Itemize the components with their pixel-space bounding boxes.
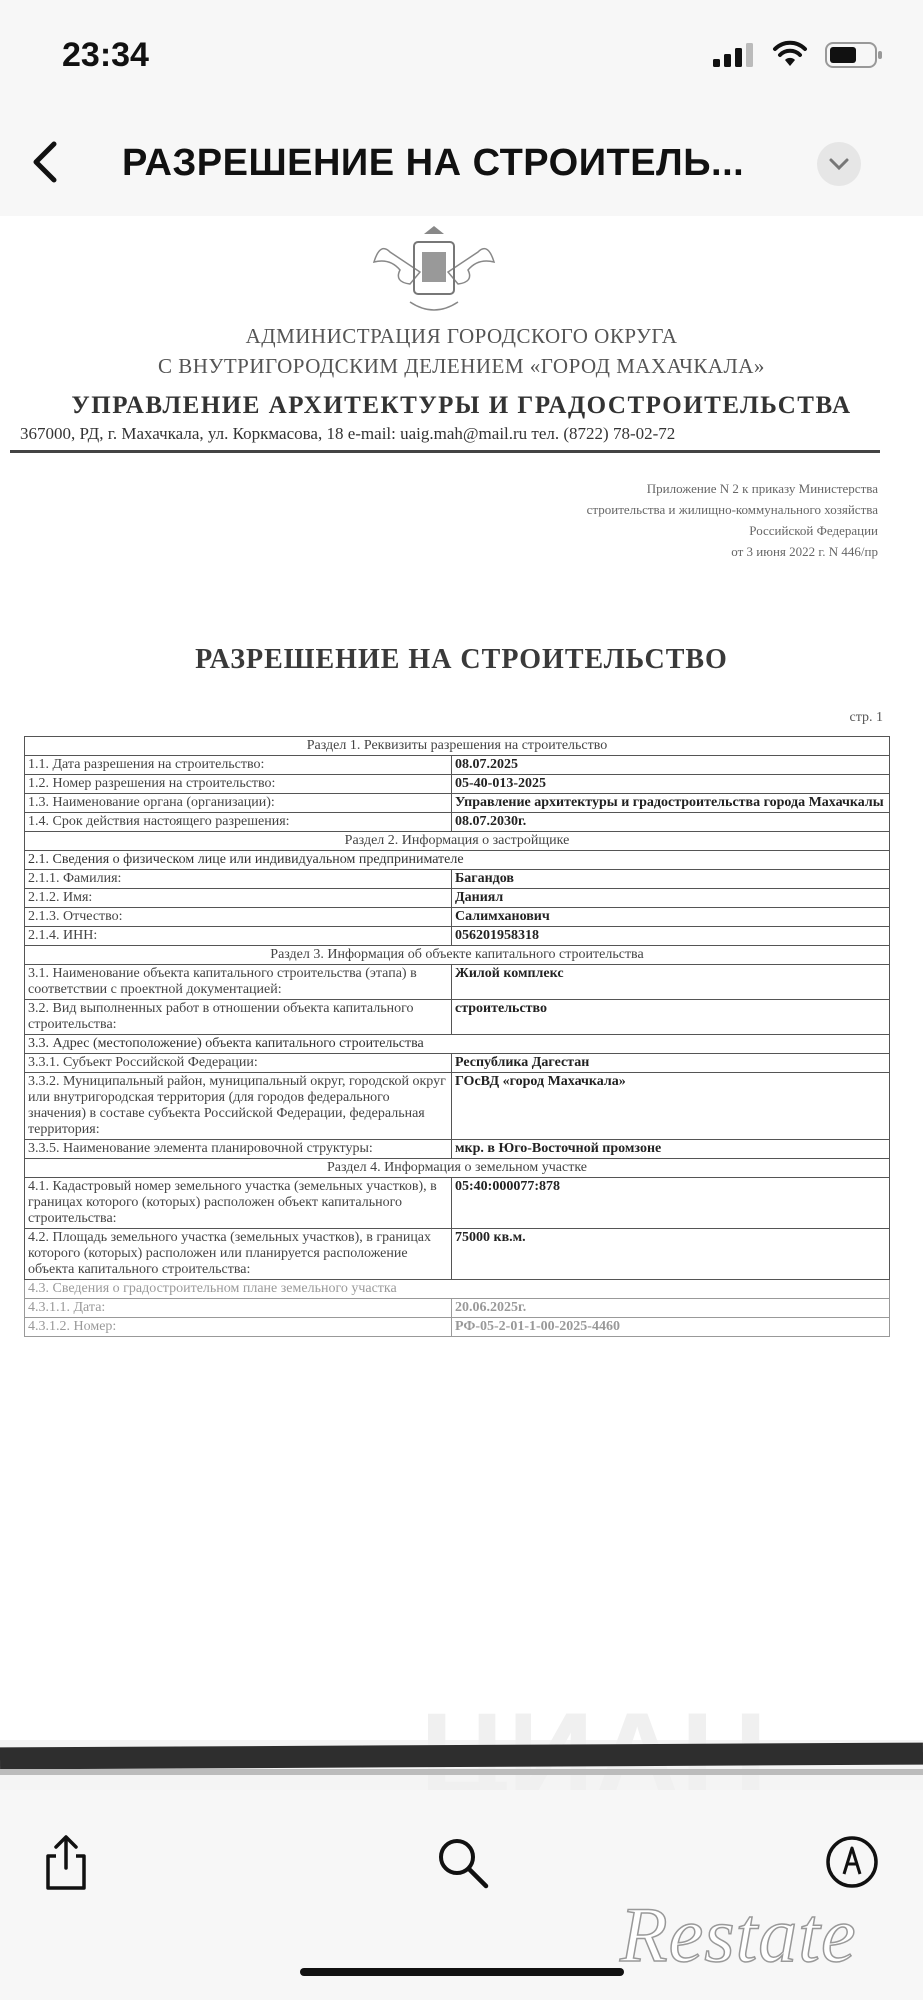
navigation-bar: [0, 112, 923, 217]
status-bar: [0, 0, 923, 112]
wifi-icon: [773, 42, 807, 68]
search-icon[interactable]: [432, 1832, 492, 1892]
share-icon[interactable]: [36, 1832, 96, 1892]
section-title: Раздел 3. Информация об объекте капитального строительства: [25, 946, 890, 965]
section-title: Раздел 2. Информация о застройщике: [25, 832, 890, 851]
field-label: 3.3.5. Наименование элемента планировочной структуры:: [25, 1140, 452, 1159]
section-row: [25, 1035, 890, 1054]
field-value: 75000 кв.м.: [452, 1229, 890, 1280]
home-indicator: [300, 1968, 624, 1976]
field-label: 4.2. Площадь земельного участка (земельных участков), в границах которого (которых) расположен или планируется расположение объекта капитального строительства:: [25, 1229, 452, 1280]
field-label: 2.1.4. ИНН:: [25, 927, 452, 946]
back-chevron-icon[interactable]: [18, 134, 74, 190]
document-title: РАЗРЕШЕНИЕ НА СТРОИТЕЛЬ...: [122, 142, 745, 184]
field-value: 056201958318: [452, 927, 890, 946]
field-label: 1.3. Наименование органа (организации):: [25, 794, 452, 813]
emblem-icon: [370, 222, 498, 322]
annex-note: [458, 478, 878, 562]
field-label: 2.1.3. Отчество:: [25, 908, 452, 927]
header-department: УПРАВЛЕНИЕ АРХИТЕКТУРЫ И ГРАДОСТРОИТЕЛЬСТВА: [71, 392, 852, 419]
table-row: [25, 1229, 890, 1280]
markup-icon[interactable]: [822, 1832, 882, 1892]
section-row: [25, 1159, 890, 1178]
field-label: 3.2. Вид выполненных работ в отношении объекта капитального строительства:: [25, 1000, 452, 1035]
section-row: [25, 946, 890, 965]
table-row: [25, 870, 890, 889]
field-label: 3.3.1. Субъект Российской Федерации:: [25, 1054, 452, 1073]
status-icons: [713, 42, 883, 68]
table-row: [25, 1054, 890, 1073]
field-label: 4.3.1.2. Номер:: [25, 1318, 452, 1337]
scan-edge: [0, 1743, 923, 1770]
field-value: строительство: [452, 1000, 890, 1035]
section-row: [25, 832, 890, 851]
section-title: Раздел 1. Реквизиты разрешения на строительство: [25, 737, 890, 756]
field-value: Жилой комплекс: [452, 965, 890, 1000]
table-row: [25, 756, 890, 775]
field-value: мкр. в Юго-Восточной промзоне: [452, 1140, 890, 1159]
battery-icon: [825, 42, 883, 68]
field-value: Управление архитектуры и градостроительства города Махачкалы: [452, 794, 890, 813]
field-label: 1.2. Номер разрешения на строительство:: [25, 775, 452, 794]
table-row: [25, 1299, 890, 1318]
title-menu-button[interactable]: [817, 142, 861, 186]
field-label: 3.3.2. Муниципальный район, муниципальный округ, городской округ или внутригородская территория (для городов федерального значения) в составе субъекта Российской Федерации, федеральная территория:: [25, 1073, 452, 1140]
page-number: стр. 1: [849, 710, 883, 725]
table-row: [25, 965, 890, 1000]
table-row: [25, 794, 890, 813]
table-row: [25, 889, 890, 908]
field-label: 1.1. Дата разрешения на строительство:: [25, 756, 452, 775]
field-value: РФ-05-2-01-1-00-2025-4460: [452, 1318, 890, 1337]
field-value: Республика Дагестан: [452, 1054, 890, 1073]
field-label: 2.1.2. Имя:: [25, 889, 452, 908]
section-title: 4.3. Сведения о градостроительном плане земельного участка: [25, 1280, 890, 1299]
annex-line: Российской Федерации: [749, 523, 878, 538]
watermark-text: Restate: [620, 1891, 857, 1978]
annex-line: Приложение N 2 к приказу Министерства: [646, 481, 878, 496]
field-value: 05:40:000077:878: [452, 1178, 890, 1229]
section-title: 2.1. Сведения о физическом лице или индивидуальном предпринимателе: [25, 851, 890, 870]
header-city: С ВНУТРИГОРОДСКИМ ДЕЛЕНИЕМ «ГОРОД МАХАЧКАЛА»: [158, 354, 765, 378]
field-label: 4.1. Кадастровый номер земельного участка (земельных участков), в границах которого (которых) расположен объект капитального строительства:: [25, 1178, 452, 1229]
section-title: Раздел 4. Информация о земельном участке: [25, 1159, 890, 1178]
field-label: 2.1.1. Фамилия:: [25, 870, 452, 889]
permit-table: [24, 736, 890, 1337]
table-row: [25, 908, 890, 927]
table-row: [25, 1140, 890, 1159]
section-title: 3.3. Адрес (местоположение) объекта капитального строительства: [25, 1035, 890, 1054]
section-row: [25, 1280, 890, 1299]
field-value: 08.07.2030г.: [452, 813, 890, 832]
signal-icon: [713, 43, 755, 67]
table-row: [25, 775, 890, 794]
status-time: 23:34: [62, 36, 149, 74]
table-row: [25, 1073, 890, 1140]
field-value: Даниял: [452, 889, 890, 908]
field-label: 1.4. Срок действия настоящего разрешения:: [25, 813, 452, 832]
document-page: [0, 216, 923, 1740]
field-value: 05-40-013-2025: [452, 775, 890, 794]
section-row: [25, 737, 890, 756]
field-value: Багандов: [452, 870, 890, 889]
field-value: 08.07.2025: [452, 756, 890, 775]
table-row: [25, 1318, 890, 1337]
header-administration: АДМИНИСТРАЦИЯ ГОРОДСКОГО ОКРУГА: [245, 324, 678, 348]
chevron-down-icon: [828, 157, 850, 171]
field-label: 3.1. Наименование объекта капитального строительства (этапа) в соответствии с проектной документацией:: [25, 965, 452, 1000]
header-rule: [10, 450, 880, 453]
document-heading: РАЗРЕШЕНИЕ НА СТРОИТЕЛЬСТВО: [195, 644, 728, 675]
field-label: 4.3.1.1. Дата:: [25, 1299, 452, 1318]
field-value: ГОсВД «город Махачкала»: [452, 1073, 890, 1140]
header-address: 367000, РД, г. Махачкала, ул. Коркмасова, 18 e-mail: uaig.mah@mail.ru тел. (8722) 78-02-72: [20, 424, 676, 443]
table-row: [25, 813, 890, 832]
annex-line: строительства и жилищно-коммунального хозяйства: [586, 502, 878, 517]
field-value: Салимханович: [452, 908, 890, 927]
table-row: [25, 1178, 890, 1229]
section-row: [25, 851, 890, 870]
table-row: [25, 927, 890, 946]
scan-edge-shadow: [0, 1769, 923, 1775]
annex-line: от 3 июня 2022 г. N 446/пр: [731, 544, 878, 559]
table-row: [25, 1000, 890, 1035]
field-value: 20.06.2025г.: [452, 1299, 890, 1318]
